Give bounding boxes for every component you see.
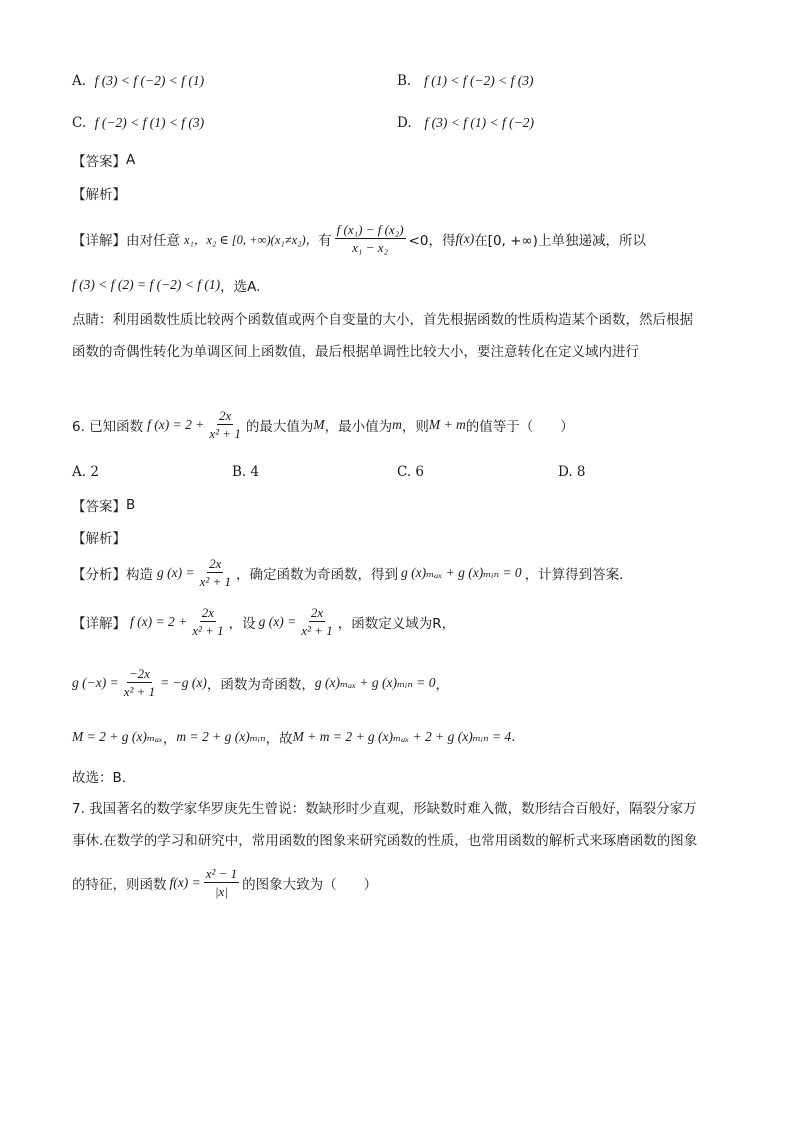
fenxi-text: 构造 bbox=[126, 566, 153, 583]
option-text: A. 2 bbox=[72, 464, 99, 480]
q6-sum-line bbox=[72, 727, 515, 747]
detail-text: ，函数为奇函数， bbox=[206, 676, 315, 693]
detail-text: ， bbox=[435, 676, 449, 693]
detail-math: M = 2 + g (x)ₘₐₓ bbox=[72, 729, 163, 744]
detail-math: g (x) = bbox=[258, 613, 297, 629]
q7-line2 bbox=[72, 829, 697, 849]
option-text: f (3) < f (−2) < f (1) bbox=[94, 73, 205, 88]
q6-answer bbox=[72, 495, 135, 515]
fraction-numerator: 2x bbox=[201, 605, 215, 620]
detail-text: ，函数定义域为R， bbox=[337, 615, 456, 632]
option-text: f (3) < f (1) < f (−2) bbox=[424, 115, 534, 130]
option-label: D. bbox=[397, 115, 412, 131]
detail-math: x₁，x₂ ∈ [0, +∞)(x₁≠x₂)， bbox=[184, 232, 319, 247]
choose-text: 故选：B. bbox=[72, 770, 127, 786]
detail-tag: 【详解】 bbox=[72, 232, 126, 249]
q6-odd-line bbox=[72, 666, 449, 699]
q6-option-b bbox=[232, 464, 259, 480]
detail-text: 在[0, +∞)上单独递减，所以 bbox=[474, 232, 646, 249]
q6-stem bbox=[72, 408, 574, 441]
question-text: 7. 我国著名的数学家华罗庚先生曾说：数缺形时少直观，形缺数时难入微，数形结合百般好，隔裂分家万 bbox=[72, 801, 697, 817]
q7-line1 bbox=[72, 797, 697, 817]
fraction-denominator: x² + 1 bbox=[209, 426, 241, 441]
fraction-denominator: x² + 1 bbox=[192, 623, 224, 638]
question-text: 的特征，则函数 bbox=[72, 876, 167, 893]
detail-math: M + m = 2 + g (x)ₘₐₓ + 2 + g (x)ₘᵢₙ = 4 bbox=[292, 729, 512, 744]
q7-line3 bbox=[72, 866, 377, 899]
q5-detail-line2 bbox=[72, 275, 260, 295]
q5-tip-line2 bbox=[72, 340, 639, 360]
question-math: f(x) = bbox=[169, 874, 201, 890]
fraction-denominator: x² + 1 bbox=[123, 684, 156, 699]
fenxi-fraction bbox=[198, 556, 233, 589]
fraction-numerator: 2x bbox=[209, 556, 222, 571]
detail-fraction bbox=[335, 222, 406, 255]
option-label: B. bbox=[397, 73, 412, 89]
tip-text: 函数的奇偶性转化为单调区间上函数值，最后根据单调性比较大小，要注意转化在定义域内进行 bbox=[72, 344, 639, 360]
q6-choose bbox=[72, 766, 126, 786]
question-text: ，最小值为 bbox=[324, 418, 393, 435]
q5-detail-line1 bbox=[72, 222, 646, 255]
q6-analysis-tag bbox=[72, 527, 126, 547]
q5-option-c bbox=[72, 115, 204, 131]
question-math: m bbox=[392, 416, 402, 432]
question-text: 事休.在数学的学习和研究中，常用函数的图象来研究函数的性质，也常用函数的解析式来琢磨函数的图象 bbox=[72, 833, 698, 849]
detail-text: ，故 bbox=[265, 731, 293, 747]
option-label: C. bbox=[72, 115, 87, 131]
fraction-numerator: x² − 1 bbox=[205, 866, 238, 881]
analysis-tag: 【解析】 bbox=[72, 187, 126, 203]
fenxi-text: ，计算得到答案. bbox=[524, 566, 624, 583]
question-text: 的最大值为 bbox=[245, 418, 314, 435]
question-text: ，则 bbox=[401, 418, 429, 435]
detail-math: g (x)ₘₐₓ + g (x)ₘᵢₙ = 0 bbox=[314, 674, 436, 690]
detail-text: . bbox=[511, 729, 516, 745]
fraction-denominator: x² + 1 bbox=[301, 623, 333, 638]
q5-analysis-tag bbox=[72, 183, 126, 203]
fenxi-tag: 【分析】 bbox=[72, 566, 126, 583]
detail-math: f(x) bbox=[455, 230, 475, 246]
detail-fraction bbox=[299, 605, 334, 638]
fraction-numerator: f (x₁) − f (x₂) bbox=[336, 222, 404, 237]
detail-text: 由对任意 bbox=[126, 232, 180, 249]
option-label: A. bbox=[72, 73, 87, 89]
option-text: f (−2) < f (1) < f (3) bbox=[94, 115, 205, 130]
detail-text: <0，得 bbox=[408, 232, 456, 249]
q5-option-b bbox=[397, 73, 534, 89]
detail-fraction bbox=[190, 605, 225, 638]
detail-math: m = 2 + g (x)ₘᵢₙ bbox=[176, 729, 266, 744]
odd-fraction bbox=[122, 666, 157, 699]
q5-option-d bbox=[397, 115, 534, 131]
question-text: 的图象大致为（ ） bbox=[242, 876, 378, 893]
detail-math: = −g (x) bbox=[160, 674, 207, 690]
answer-value: A bbox=[126, 152, 136, 168]
analysis-tag: 【解析】 bbox=[72, 531, 126, 547]
detail-text: ， bbox=[162, 731, 177, 747]
detail-text: ，选A. bbox=[220, 279, 261, 295]
q6-option-c bbox=[397, 464, 424, 480]
q5-answer bbox=[72, 150, 135, 170]
question-math: M + m bbox=[428, 416, 466, 432]
q6-option-a bbox=[72, 464, 99, 480]
answer-tag: 【答案】 bbox=[72, 499, 126, 515]
answer-value: B bbox=[126, 497, 136, 513]
fenxi-math: g (x) = bbox=[157, 564, 195, 580]
q6-fenxi bbox=[72, 556, 623, 589]
fraction-numerator: −2x bbox=[128, 666, 150, 681]
q6-option-d bbox=[558, 464, 586, 480]
detail-tag: 【详解】 bbox=[72, 615, 126, 632]
stem-fraction bbox=[207, 408, 242, 441]
option-text: B. 4 bbox=[232, 464, 260, 480]
question-text: 的值等于（ ） bbox=[465, 418, 574, 435]
detail-math: f (3) < f (2) = f (−2) < f (1) bbox=[72, 277, 221, 292]
tip-text: 点睛：利用函数性质比较两个函数值或两个自变量的大小，首先根据函数的性质构造某个函数，然后根据 bbox=[72, 312, 693, 328]
option-text: D. 8 bbox=[558, 464, 586, 480]
option-text: C. 6 bbox=[397, 464, 425, 480]
q5-tip-line1 bbox=[72, 308, 693, 328]
question-math: f (x) = 2 + bbox=[147, 416, 205, 432]
fenxi-text: ，确定函数为奇函数，得到 bbox=[236, 566, 399, 583]
option-text: f (1) < f (−2) < f (3) bbox=[424, 73, 534, 88]
fraction-denominator: x² + 1 bbox=[199, 574, 232, 589]
fraction-denominator: x₁ − x₂ bbox=[352, 240, 389, 255]
detail-text: ，设 bbox=[228, 615, 256, 632]
fenxi-math: g (x)ₘₐₓ + g (x)ₘᵢₙ = 0 bbox=[401, 564, 522, 580]
answer-tag: 【答案】 bbox=[72, 154, 126, 170]
detail-math: g (−x) = bbox=[72, 674, 119, 690]
detail-math: f (x) = 2 + bbox=[130, 613, 188, 629]
question-math: M bbox=[313, 416, 325, 432]
fraction-numerator: 2x bbox=[218, 408, 232, 423]
detail-text: 有 bbox=[318, 232, 332, 249]
q5-option-a bbox=[72, 73, 204, 89]
q7-fraction bbox=[204, 866, 239, 899]
q6-detail-line1 bbox=[72, 605, 455, 638]
question-text: 6. 已知函数 bbox=[72, 418, 144, 435]
fraction-numerator: 2x bbox=[310, 605, 324, 620]
fraction-denominator: |x| bbox=[214, 884, 228, 899]
